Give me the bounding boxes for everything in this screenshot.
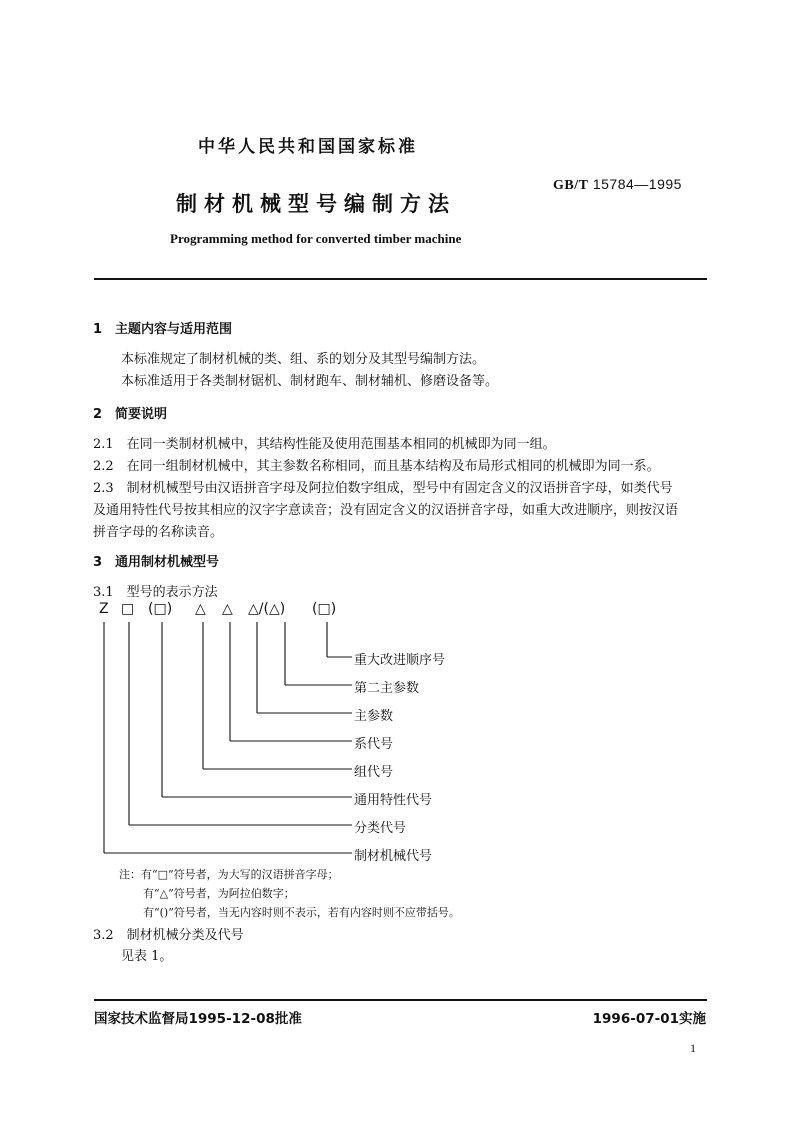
- document-title-english: Programming method for converted timber machine: [170, 231, 462, 246]
- symbol-optional-revision-box: (□): [312, 601, 337, 617]
- note-1: 注：有“□”符号者，为大写的汉语拼音字母；: [119, 868, 339, 881]
- clause-2-3-line-2: 及通用特性代号按其相应的汉字字意读音；没有固定含义的汉语拼音字母，如重大改进顺序，则按汉语: [93, 503, 679, 518]
- label-group-code: 组代号: [354, 765, 394, 780]
- label-second-main-parameter: 第二主参数: [354, 681, 420, 696]
- footer-rule: [94, 999, 707, 1001]
- section-1-heading: 1 主题内容与适用范围: [93, 322, 233, 337]
- label-machine-code: 制材机械代号: [354, 849, 433, 864]
- clause-2-3-line-1: 2.3 制材机械型号由汉语拼音字母及阿拉伯数字组成，型号中有固定含义的汉语拼音字母，如类代号: [93, 481, 673, 496]
- label-general-feature-code: 通用特性代号: [354, 793, 433, 808]
- section-1-paragraph-2: 本标准适用于各类制材锯机、制材跑车、制材辅机、修磨设备等。: [121, 374, 499, 389]
- symbol-letter-box: □: [121, 601, 135, 617]
- symbol-triangle-second-param: △/(△): [248, 601, 286, 617]
- standard-code: 15784—1995: [592, 176, 682, 192]
- section-1-paragraph-1: 本标准规定了制材机械的类、组、系的划分及其型号编制方法。: [121, 352, 486, 367]
- clause-3-1-heading: 3.1 型号的表示方法: [93, 585, 218, 600]
- clause-3-2-heading: 3.2 制材机械分类及代号: [93, 928, 244, 943]
- section-2-heading: 2 简要说明: [93, 407, 168, 422]
- symbol-optional-letter-box: (□): [148, 601, 173, 617]
- document-title: 制材机械型号编制方法: [176, 192, 456, 216]
- nation-standard-heading: 中华人民共和国国家标准: [198, 137, 418, 157]
- note-3: 有“()”符号者，当无内容时则不表示，若有内容时则不应带括号。: [143, 906, 460, 919]
- label-series-code: 系代号: [354, 737, 394, 752]
- page-number: 1: [690, 1041, 696, 1055]
- symbol-z: Z: [99, 601, 109, 617]
- symbol-triangle-main-param: △: [222, 601, 233, 617]
- label-classification-code: 分类代号: [354, 821, 407, 836]
- clause-2-2: 2.2 在同一组制材机械中，其主参数名称相同，而且基本结构及布局形式相同的机械即为同一系。: [93, 459, 660, 474]
- clause-3-2-text: 见表 1。: [121, 949, 173, 964]
- clause-2-3-line-3: 拼音字母的名称读音。: [93, 525, 224, 540]
- clause-2-1: 2.1 在同一类制材机械中，其结构性能及使用范围基本相同的机械即为同一组。: [93, 437, 556, 452]
- section-3-heading: 3 通用制材机械型号: [93, 555, 220, 570]
- label-main-parameter: 主参数: [354, 709, 394, 724]
- effective-date: 1996-07-01实施: [592, 1011, 706, 1027]
- approval-statement: 国家技术监督局1995-12-08批准: [94, 1011, 302, 1027]
- note-2: 有“△”符号者，为阿拉伯数字；: [143, 887, 295, 900]
- standard-prefix: GB/T: [553, 178, 589, 193]
- symbol-triangle-series: △: [195, 601, 206, 617]
- label-major-revision-number: 重大改进顺序号: [354, 653, 446, 668]
